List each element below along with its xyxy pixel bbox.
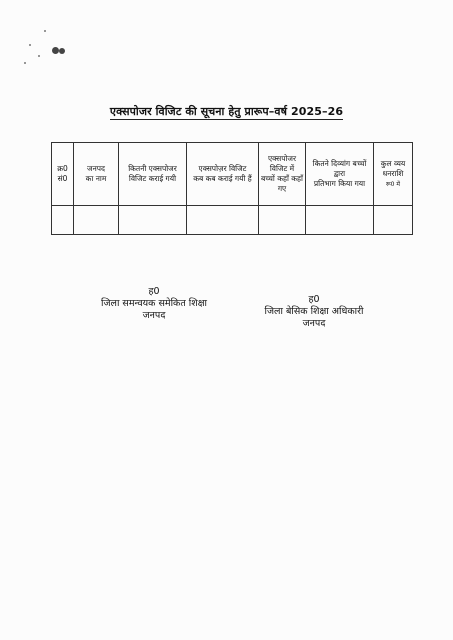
table-header-row (52, 143, 413, 206)
header-district-name: जनपद का नाम (74, 143, 119, 206)
table-cell (52, 206, 74, 235)
table-cell (119, 206, 187, 235)
table-cell (306, 206, 374, 235)
header-visit-dates: एक्सपोज़र विजिट कब कब कराई गयी हैं (187, 143, 259, 206)
exposure-visit-table (51, 142, 413, 235)
table-row (52, 206, 413, 235)
document-title: एक्सपोजर विजिट की सूचना हेतु प्रारूप–वर्ष 2025–26 (109, 105, 344, 118)
punch-hole-mark (52, 47, 59, 54)
table-cell (259, 206, 306, 235)
header-visit-count: कितनी एक्सपोजर विजिट कराई गयी (119, 143, 187, 206)
signature-mark: ह0 (148, 286, 160, 297)
signature-designation: जिला समन्वयक समेकित शिक्षा (101, 298, 207, 309)
scan-speck (29, 44, 31, 46)
signature-place: जनपद (142, 310, 166, 321)
signature-mark: ह0 (308, 294, 320, 305)
header-serial-number: क्र0 सं0 (52, 143, 74, 206)
scan-speck (38, 55, 40, 57)
scan-speck (44, 30, 46, 32)
signature-block-basic-education-officer (238, 294, 390, 330)
header-total-expense: कुल व्यय धनराशि रू0 में (374, 143, 413, 206)
signature-block-district-coordinator (84, 286, 224, 322)
signature-designation: जिला बेसिक शिक्षा अधिकारी (264, 306, 364, 317)
punch-hole-mark (59, 48, 65, 54)
header-visit-places: एक्सपोजर विजिट में बच्चों कहाँ कहाँ गए (259, 143, 306, 206)
table-cell (374, 206, 413, 235)
signature-place: जनपद (302, 318, 326, 329)
table-cell (74, 206, 119, 235)
table-cell (187, 206, 259, 235)
header-disabled-children-count: कितने दिव्यांग बच्चों द्वारा प्रतिभाग किया गया (306, 143, 374, 206)
scan-speck (24, 62, 26, 64)
